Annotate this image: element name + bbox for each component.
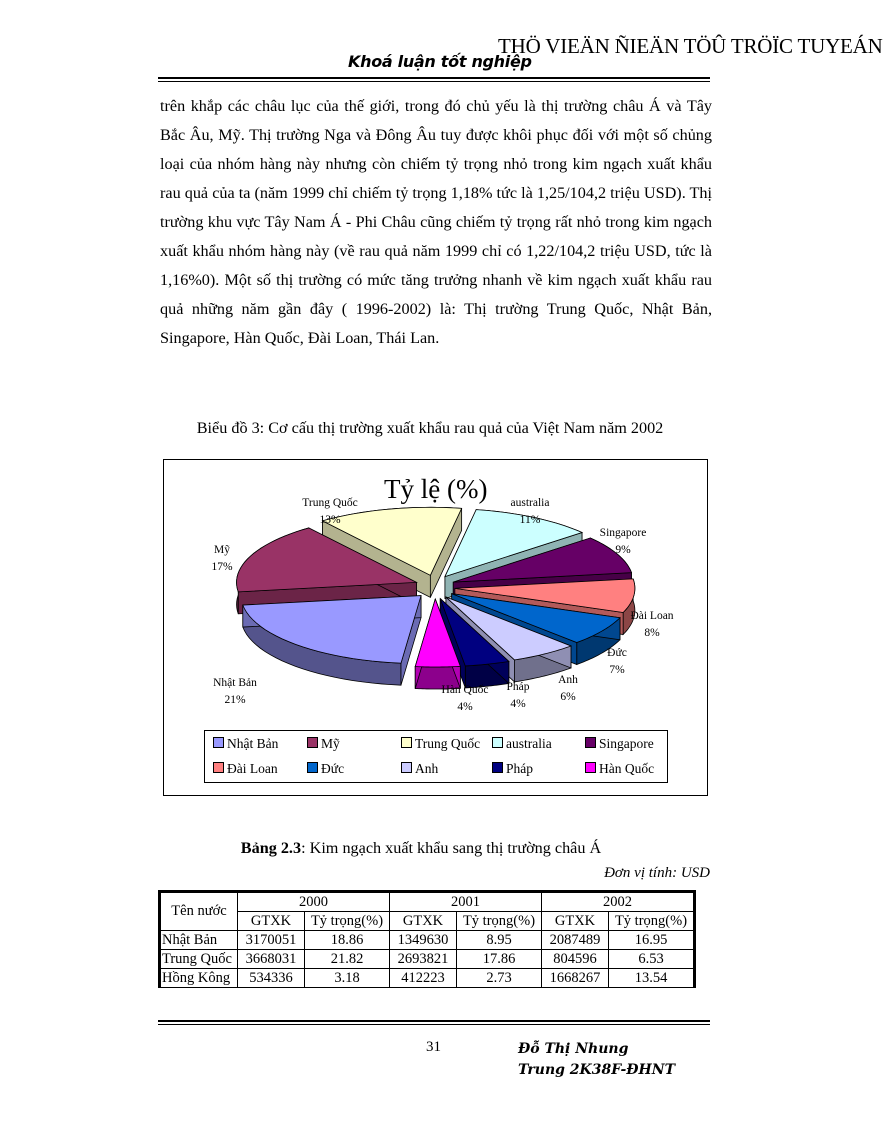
table-row [160,950,695,969]
legend-label: Pháp [506,761,533,776]
footer-rule [158,1020,710,1022]
pie-label-value: 17% [211,561,233,573]
pie-label-value: 21% [224,694,246,706]
legend-label: Mỹ [321,736,340,751]
cell: 3.18 [305,969,390,988]
legend-label: Hàn Quốc [599,761,655,776]
legend-swatch [401,737,412,748]
cell: 534336 [238,969,305,988]
chart-legend [204,730,668,783]
header-rule [158,77,710,79]
legend-item [492,761,533,777]
legend-item [307,761,344,777]
pie-label-name: Đức [607,647,627,659]
pie-label-name: Pháp [506,681,530,693]
legend-swatch [307,737,318,748]
author-class: Trung 2K38F-ĐHNT [518,1062,675,1078]
cell: 2087489 [542,931,609,950]
year-header: 2000 [238,892,390,912]
pie-label-name: Đài Loan [630,610,674,622]
pie-label-value: 11% [519,514,541,526]
table-caption-text: : Kim ngạch xuất khẩu sang thị trường châu Á [301,839,602,857]
legend-swatch [585,762,596,773]
legend-label: Singapore [599,736,654,751]
legend-swatch [307,762,318,773]
col-header-share: Tỷ trọng(%) [609,912,695,931]
pie-label-value: 6% [560,691,576,703]
table-unit: Đơn vị tính: USD [604,865,710,881]
row-country: Hồng Kông [160,969,238,988]
cell: 1668267 [542,969,609,988]
watermark-text: THÖ VIEÄN ÑIEÄN TÖÛ TRÖÏC TUYEÁN [498,34,883,58]
pie-label-singapore [592,525,654,559]
legend-item [307,736,340,752]
legend-label: australia [506,736,552,751]
legend-item [492,736,552,752]
figure-caption: Biểu đồ 3: Cơ cấu thị trường xuất khẩu rau quả của Việt Nam năm 2002 [196,419,664,437]
pie-label-name: Singapore [599,527,647,539]
table-row [160,931,695,950]
col-header-share: Tỷ trọng(%) [305,912,390,931]
author-block [518,1039,675,1081]
country-header: Tên nước [160,892,238,931]
cell: 16.95 [609,931,695,950]
pie-label-dai-loan [622,608,682,642]
table-caption [0,839,816,858]
pie-label-value: 7% [609,664,625,676]
header-title: Khoá luận tốt nghiệp [348,52,532,71]
header-rule-thin [158,81,710,82]
legend-item [213,761,278,777]
pie-label-value: 4% [457,701,473,713]
chart-title: Tỷ lệ (%) [384,474,488,504]
pie-label-anh [550,672,586,706]
col-header-gtxk: GTXK [390,912,457,931]
cell: 8.95 [457,931,542,950]
cell: 3170051 [238,931,305,950]
row-country: Nhật Bản [160,931,238,950]
pie-label-name: australia [510,497,550,509]
pie-label-australia [495,495,565,529]
cell: 2.73 [457,969,542,988]
pie-label-trung-quoc [295,495,365,529]
legend-swatch [492,737,503,748]
row-country: Trung Quốc [160,950,238,969]
cell: 804596 [542,950,609,969]
pie-label-name: Hàn Quốc [441,684,489,696]
legend-item [213,736,278,752]
year-header: 2002 [542,892,695,912]
legend-item [401,761,438,777]
year-header: 2001 [390,892,542,912]
cell: 6.53 [609,950,695,969]
pie-label-value: 8% [644,627,660,639]
legend-item [585,736,654,752]
legend-label: Trung Quốc [415,736,481,751]
legend-item [585,761,654,777]
legend-item [401,736,480,752]
pie-label-value: 4% [510,698,526,710]
pie-slice-nhật-bản [243,596,421,686]
body-paragraph: trên khắp các châu lục của thế giới, trong đó chủ yếu là thị trường châu Á và Tây Bắc Âu, Mỹ. Thị trường Nga và Đông Âu tuy được khôi phục đối với một số chủng loại của nhóm hàng này nhưng còn chiếm tỷ trọng nhỏ trong kim ngạch xuất khẩu rau quả của ta (năm 1999 chỉ chiếm tỷ trọng 1,18% tức là 1,25/104,2 triệu USD). Thị trường khu vực Tây Nam Á - Phi Châu cũng chiếm tỷ trọng rất nhỏ trong kim ngạch xuất khẩu nhóm hàng này (về rau quả năm 1999 chỉ có 1,22/104,2 triệu USD, tức là 1,16%0). Một số thị trường có mức tăng trưởng nhanh về kim ngạch xuất khẩu rau quả những năm gần đây ( 1996-2002) là: Thị trường Trung Quốc, Nhật Bản, Singapore, Hàn Quốc, Đài Loan, Thái Lan. [160,97,712,347]
col-header-share: Tỷ trọng(%) [457,912,542,931]
table-caption-label: Bảng 2.3 [240,839,302,857]
cell: 18.86 [305,931,390,950]
legend-swatch [213,737,224,748]
table-row [160,969,695,988]
footer-rule-thin [158,1024,710,1025]
pie-label-name: Nhật Bản [213,677,257,689]
pie-label-name: Trung Quốc [302,497,358,509]
legend-label: Đài Loan [227,761,278,776]
cell: 21.82 [305,950,390,969]
col-header-gtxk: GTXK [238,912,305,931]
legend-swatch [213,762,224,773]
col-header-gtxk: GTXK [542,912,609,931]
page-number: 31 [426,1039,441,1055]
cell: 1349630 [390,931,457,950]
pie-label-name: Mỹ [214,544,230,556]
pie-label-nhat-ban [200,675,270,709]
legend-label: Anh [415,761,439,776]
legend-label: Đức [321,761,345,776]
legend-swatch [401,762,412,773]
export-table [158,890,696,988]
pie-label-my [207,542,237,576]
cell: 3668031 [238,950,305,969]
legend-label: Nhật Bản [227,736,279,751]
cell: 17.86 [457,950,542,969]
cell: 412223 [390,969,457,988]
cell: 13.54 [609,969,695,988]
pie-label-han-quoc [432,682,498,716]
pie-label-phap [500,679,536,713]
author-name: Đỗ Thị Nhung [518,1041,629,1057]
pie-label-value: 13% [319,514,341,526]
pie-label-duc [597,645,637,679]
pie-label-value: 9% [615,544,631,556]
cell: 2693821 [390,950,457,969]
pie-label-name: Anh [558,674,578,686]
legend-swatch [492,762,503,773]
legend-swatch [585,737,596,748]
